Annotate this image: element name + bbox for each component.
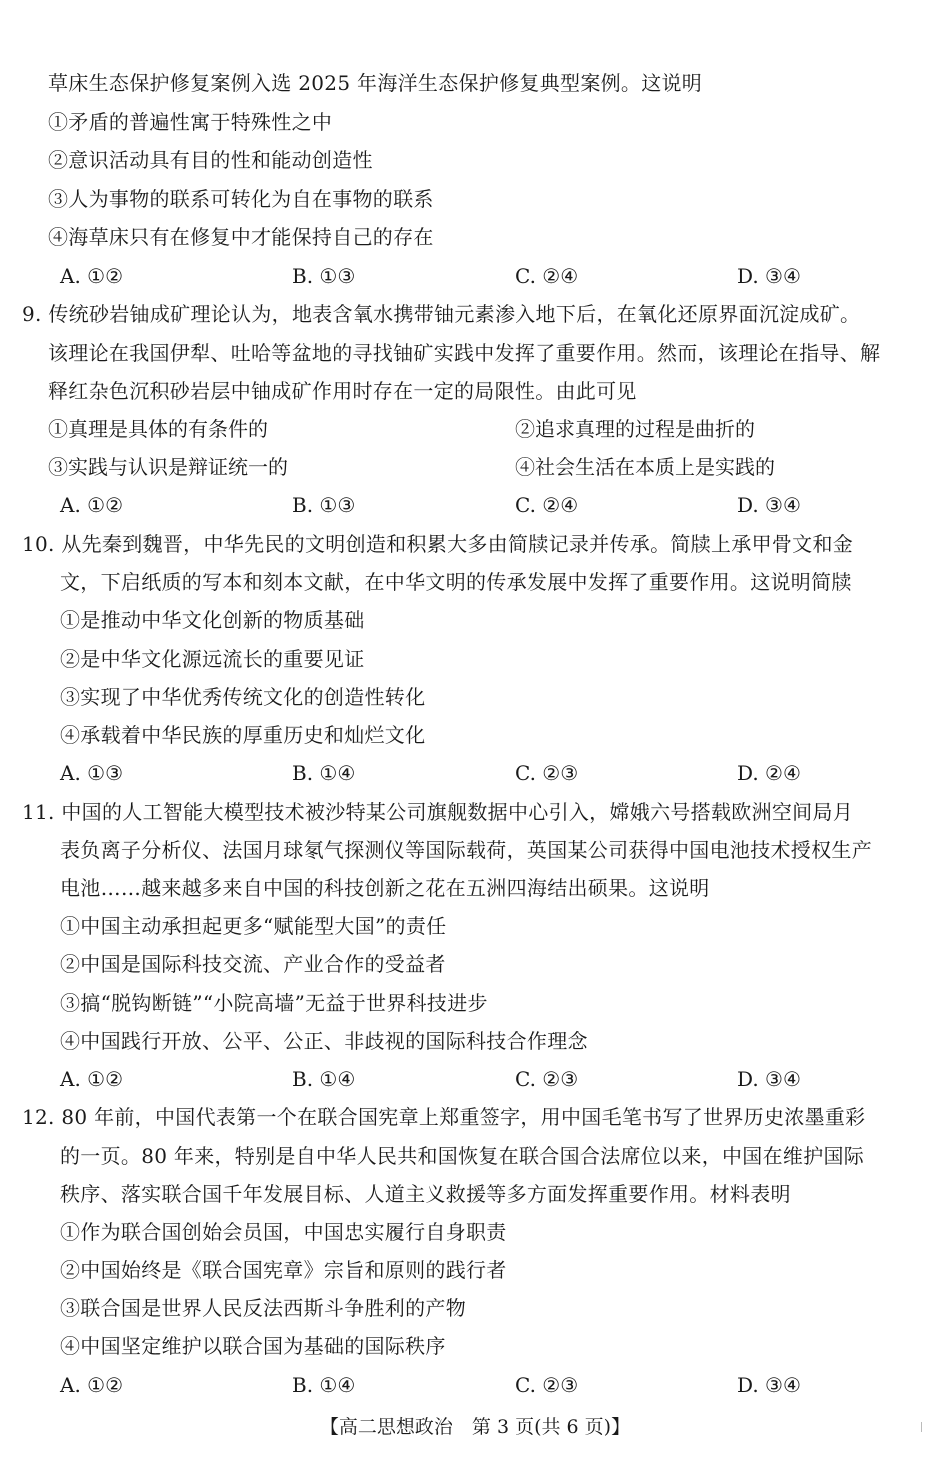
q11-choices <box>60 1060 920 1098</box>
q11-option-4: ④中国践行开放、公平、公正、非歧视的国际科技合作理念 <box>60 1029 588 1053</box>
q8-choices <box>60 257 920 295</box>
q9-stem-line-1: 9. 传统砂岩铀成矿理论认为，地表含氧水携带铀元素渗入地下后，在氧化还原界面沉淀成矿。 <box>22 302 861 326</box>
q8-choice-a: A. ①② <box>60 264 124 288</box>
q9-options-row-1 <box>48 410 908 448</box>
q11-option-2: ②中国是国际科技交流、产业合作的受益者 <box>60 952 446 976</box>
q11-option-1: ①中国主动承担起更多“赋能型大国”的责任 <box>60 914 447 938</box>
q12-choice-a: A. ①② <box>60 1373 124 1397</box>
q10-option-2: ②是中华文化源远流长的重要见证 <box>60 647 365 671</box>
q9-choice-d: D. ③④ <box>737 493 801 517</box>
q11-choice-c: C. ②③ <box>515 1067 579 1091</box>
q10-choice-a: A. ①③ <box>60 761 124 785</box>
q11-stem-line-1: 11. 中国的人工智能大模型技术被沙特某公司旗舰数据中心引入，嫦娥六号搭载欧洲空间局月 <box>22 800 854 824</box>
q12-choice-c: C. ②③ <box>515 1373 579 1397</box>
q10-choice-d: D. ②④ <box>737 761 801 785</box>
q11-choice-d: D. ③④ <box>737 1067 801 1091</box>
q9-option-1: ①真理是具体的有条件的 <box>48 417 268 441</box>
q10-choice-c: C. ②③ <box>515 761 579 785</box>
q9-choices <box>60 486 920 524</box>
q9-option-4: ④社会生活在本质上是实践的 <box>515 455 775 479</box>
q12-option-4: ④中国坚定维护以联合国为基础的国际秩序 <box>60 1334 446 1358</box>
q11-stem-line-2: 表负离子分析仪、法国月球氡气探测仪等国际载荷，英国某公司获得中国电池技术授权生产 <box>60 838 872 862</box>
q10-stem-line-1: 10. 从先秦到魏晋，中华先民的文明创造和积累大多由简牍记录并传承。简牍上承甲骨文和金 <box>22 532 854 556</box>
q8-option-4: ④海草床只有在修复中才能保持自己的存在 <box>48 225 434 249</box>
q12-option-1: ①作为联合国创始会员国，中国忠实履行自身职责 <box>60 1220 507 1244</box>
q12-choice-d: D. ③④ <box>737 1373 801 1397</box>
q8-option-1: ①矛盾的普遍性寓于特殊性之中 <box>48 110 333 134</box>
q12-stem-line-3: 秩序、落实联合国千年发展目标、人道主义救援等多方面发挥重要作用。材料表明 <box>60 1182 791 1206</box>
q9-stem-line-3: 释红杂色沉积砂岩层中铀成矿作用时存在一定的局限性。由此可见 <box>48 379 637 403</box>
q11-choice-a: A. ①② <box>60 1067 124 1091</box>
q10-option-4: ④承载着中华民族的厚重历史和灿烂文化 <box>60 723 426 747</box>
q12-option-2: ②中国始终是《联合国宪章》宗旨和原则的践行者 <box>60 1258 507 1282</box>
q10-option-3: ③实现了中华优秀传统文化的创造性转化 <box>60 685 426 709</box>
q8-option-2: ②意识活动具有目的性和能动创造性 <box>48 148 373 172</box>
q12-choices <box>60 1366 920 1404</box>
q12-option-3: ③联合国是世界人民反法西斯斗争胜利的产物 <box>60 1296 466 1320</box>
q11-stem-line-3: 电池……越来越多来自中国的科技创新之花在五洲四海结出硕果。这说明 <box>60 876 710 900</box>
q8-continuation: 草床生态保护修复案例入选 2025 年海洋生态保护修复典型案例。这说明 <box>48 71 703 95</box>
corner-mark <box>921 1422 928 1432</box>
page-footer: 【高二思想政治 第 3 页(共 6 页)】 <box>319 1416 631 1438</box>
q9-choice-b: B. ①③ <box>292 493 356 517</box>
q8-choice-c: C. ②④ <box>515 264 579 288</box>
q8-option-3: ③人为事物的联系可转化为自在事物的联系 <box>48 187 434 211</box>
q12-stem-line-2: 的一页。80 年来，特别是自中华人民共和国恢复在联合国合法席位以来，中国在维护国际 <box>60 1144 865 1168</box>
q8-choice-b: B. ①③ <box>292 264 356 288</box>
q12-stem-line-1: 12. 80 年前，中国代表第一个在联合国宪章上郑重签字，用中国毛笔书写了世界历史浓墨重彩 <box>22 1105 866 1129</box>
q11-choice-b: B. ①④ <box>292 1067 356 1091</box>
q9-option-3: ③实践与认识是辩证统一的 <box>48 455 288 479</box>
q10-stem-line-2: 文，下启纸质的写本和刻本文献，在中华文明的传承发展中发挥了重要作用。这说明简牍 <box>60 570 852 594</box>
q9-choice-c: C. ②④ <box>515 493 579 517</box>
q10-choice-b: B. ①④ <box>292 761 356 785</box>
q8-choice-d: D. ③④ <box>737 264 801 288</box>
q9-options-row-2 <box>48 448 908 486</box>
q12-choice-b: B. ①④ <box>292 1373 356 1397</box>
q10-option-1: ①是推动中华文化创新的物质基础 <box>60 608 365 632</box>
q9-choice-a: A. ①② <box>60 493 124 517</box>
q10-choices <box>60 754 920 792</box>
q9-stem-line-2: 该理论在我国伊犁、吐哈等盆地的寻找铀矿实践中发挥了重要作用。然而，该理论在指导、解 <box>48 341 881 365</box>
q9-option-2: ②追求真理的过程是曲折的 <box>515 417 755 441</box>
q11-option-3: ③搞“脱钩断链”“小院高墙”无益于世界科技进步 <box>60 991 488 1015</box>
